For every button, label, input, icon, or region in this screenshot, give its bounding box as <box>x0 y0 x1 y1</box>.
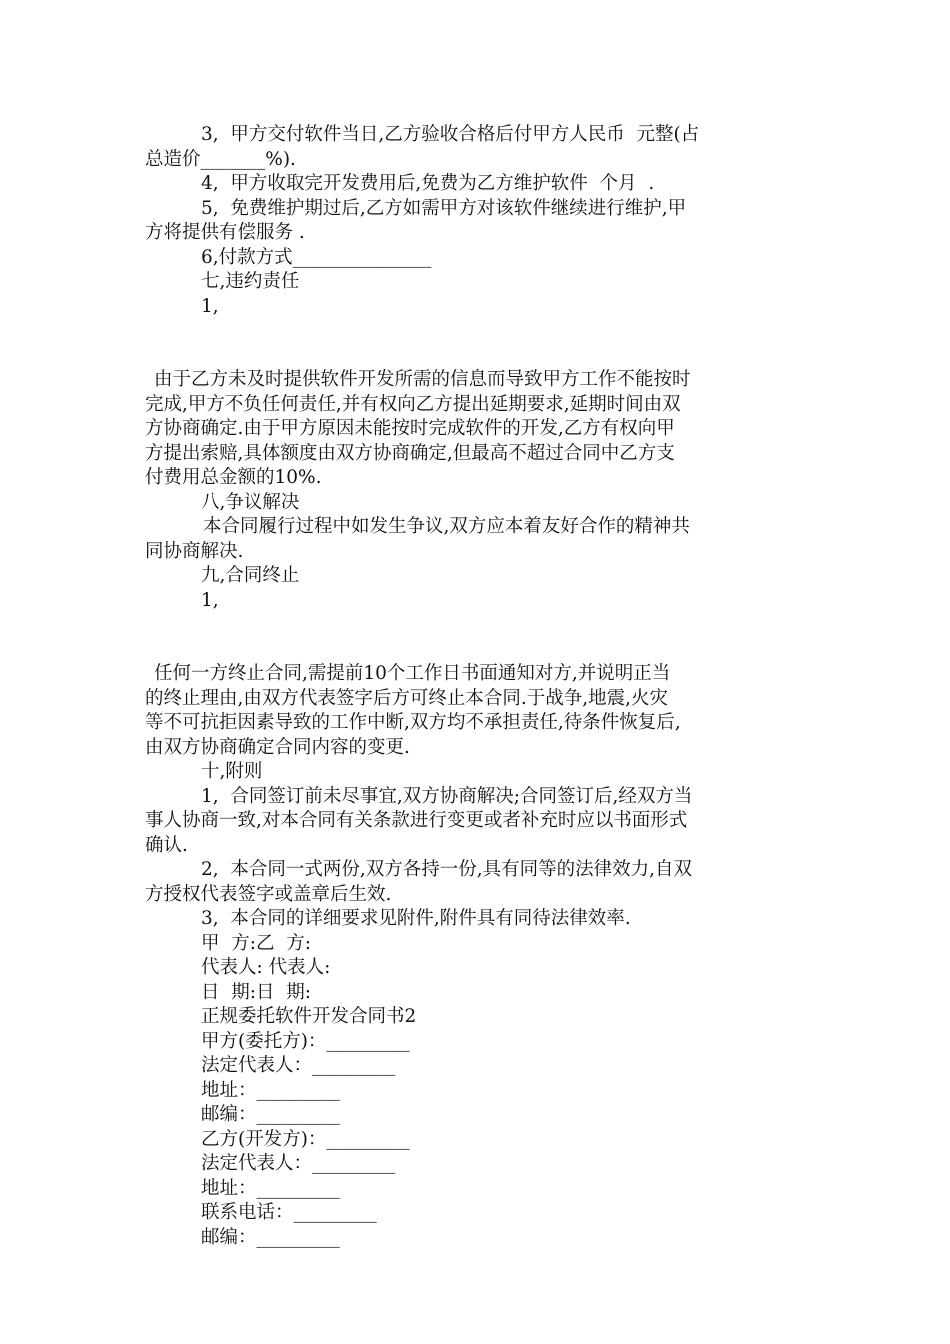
signature-parties: 甲 方:乙 方: <box>201 932 311 954</box>
section-10-item-1-line-1: 1, 合同签订前未尽事宜,双方协商解决;合同签订后,经双方当 <box>201 785 693 807</box>
section-9-text-line-2: 的终止理由,由双方代表签字后方可终止本合同.于战争,地震,火灾 <box>145 687 669 709</box>
section-7-text-line-5: 付费用总金额的10%. <box>145 467 322 488</box>
party-b-legal-rep-field: 法定代表人：_________ <box>201 1153 396 1174</box>
party-a-address-field: 地址：_________ <box>201 1079 340 1101</box>
section-10-item-2-line-2: 方授权代表签字或盖章后生效. <box>145 883 392 905</box>
party-a-postcode-field: 邮编：_________ <box>201 1104 340 1125</box>
contract-2-title: 正规委托软件开发合同书2 <box>201 1006 417 1027</box>
contract-page <box>145 123 810 1250</box>
party-b-postcode-field: 邮编：_________ <box>201 1226 340 1248</box>
section-10-item-2-line-1: 2, 本合同一式两份,双方各持一份,具有同等的法律效力,自双 <box>201 859 693 880</box>
section-7-text-line-1: 由于乙方未及时提供软件开发所需的信息而导致甲方工作不能按时 <box>154 369 691 390</box>
section-9-heading: 九,合同终止 <box>201 565 300 586</box>
clause-6-6-payment-method: 6,付款方式_______________ <box>201 246 432 268</box>
party-a-legal-rep-field: 法定代表人：_________ <box>201 1055 396 1076</box>
section-8-text-line-1: 本合同履行过程中如发生争议,双方应本着友好合作的精神共 <box>203 516 690 537</box>
section-10-item-1-line-3: 确认. <box>145 834 188 856</box>
section-8-text-line-2: 同协商解决. <box>145 540 244 562</box>
party-b-address-field: 地址：_________ <box>201 1177 340 1199</box>
section-7-text-line-2: 完成,甲方不负任何责任,并有权向乙方提出延期要求,延期时间由双 <box>145 393 681 415</box>
clause-6-3-line-2: 总造价_______%). <box>145 148 296 170</box>
section-8-heading: 八,争议解决 <box>201 491 300 513</box>
section-7-text-line-3: 方协商确定.由于甲方原因未能按时完成软件的开发,乙方有权向甲 <box>145 418 675 439</box>
party-a-field: 甲方(委托方)：_________ <box>201 1030 410 1052</box>
signature-representatives: 代表人: 代表人: <box>201 957 331 978</box>
section-10-item-1-line-2: 事人协商一致,对本合同有关条款进行变更或者补充时应以书面形式 <box>145 810 688 831</box>
clause-6-5-line-1: 5, 免费维护期过后,乙方如需甲方对该软件继续进行维护,甲 <box>201 197 687 219</box>
party-b-phone-field: 联系电话：_________ <box>201 1202 377 1223</box>
section-7-text-line-4: 方提出索赔,具体额度由双方协商确定,但最高不超过合同中乙方支 <box>145 442 675 464</box>
section-9-item-number: 1, <box>201 589 219 611</box>
section-7-heading: 七,违约责任 <box>201 271 300 292</box>
section-9-text-line-4: 由双方协商确定合同内容的变更. <box>145 736 410 758</box>
party-b-field: 乙方(开发方)：_________ <box>201 1128 410 1150</box>
clause-6-5-line-2: 方将提供有偿服务 . <box>145 222 305 243</box>
signature-dates: 日 期:日 期: <box>201 981 311 1003</box>
clause-6-3-line-1: 3, 甲方交付软件当日,乙方验收合格后付甲方人民币 元整(占 <box>201 124 700 145</box>
section-9-text-line-3: 等不可抗拒因素导致的工作中断,双方均不承担责任,待条件恢复后, <box>145 712 681 733</box>
spacer <box>145 319 810 368</box>
section-9-text-line-1: 任何一方终止合同,需提前10个工作日书面通知对方,并说明正当 <box>154 663 671 684</box>
section-10-item-3: 3, 本合同的详细要求见附件,附件具有同待法律效率. <box>201 908 631 929</box>
section-10-heading: 十,附则 <box>201 761 263 782</box>
clause-6-4: 4, 甲方收取完开发费用后,免费为乙方维护软件 个月 . <box>201 173 655 194</box>
section-7-item-number: 1, <box>201 295 219 317</box>
spacer <box>145 613 810 662</box>
